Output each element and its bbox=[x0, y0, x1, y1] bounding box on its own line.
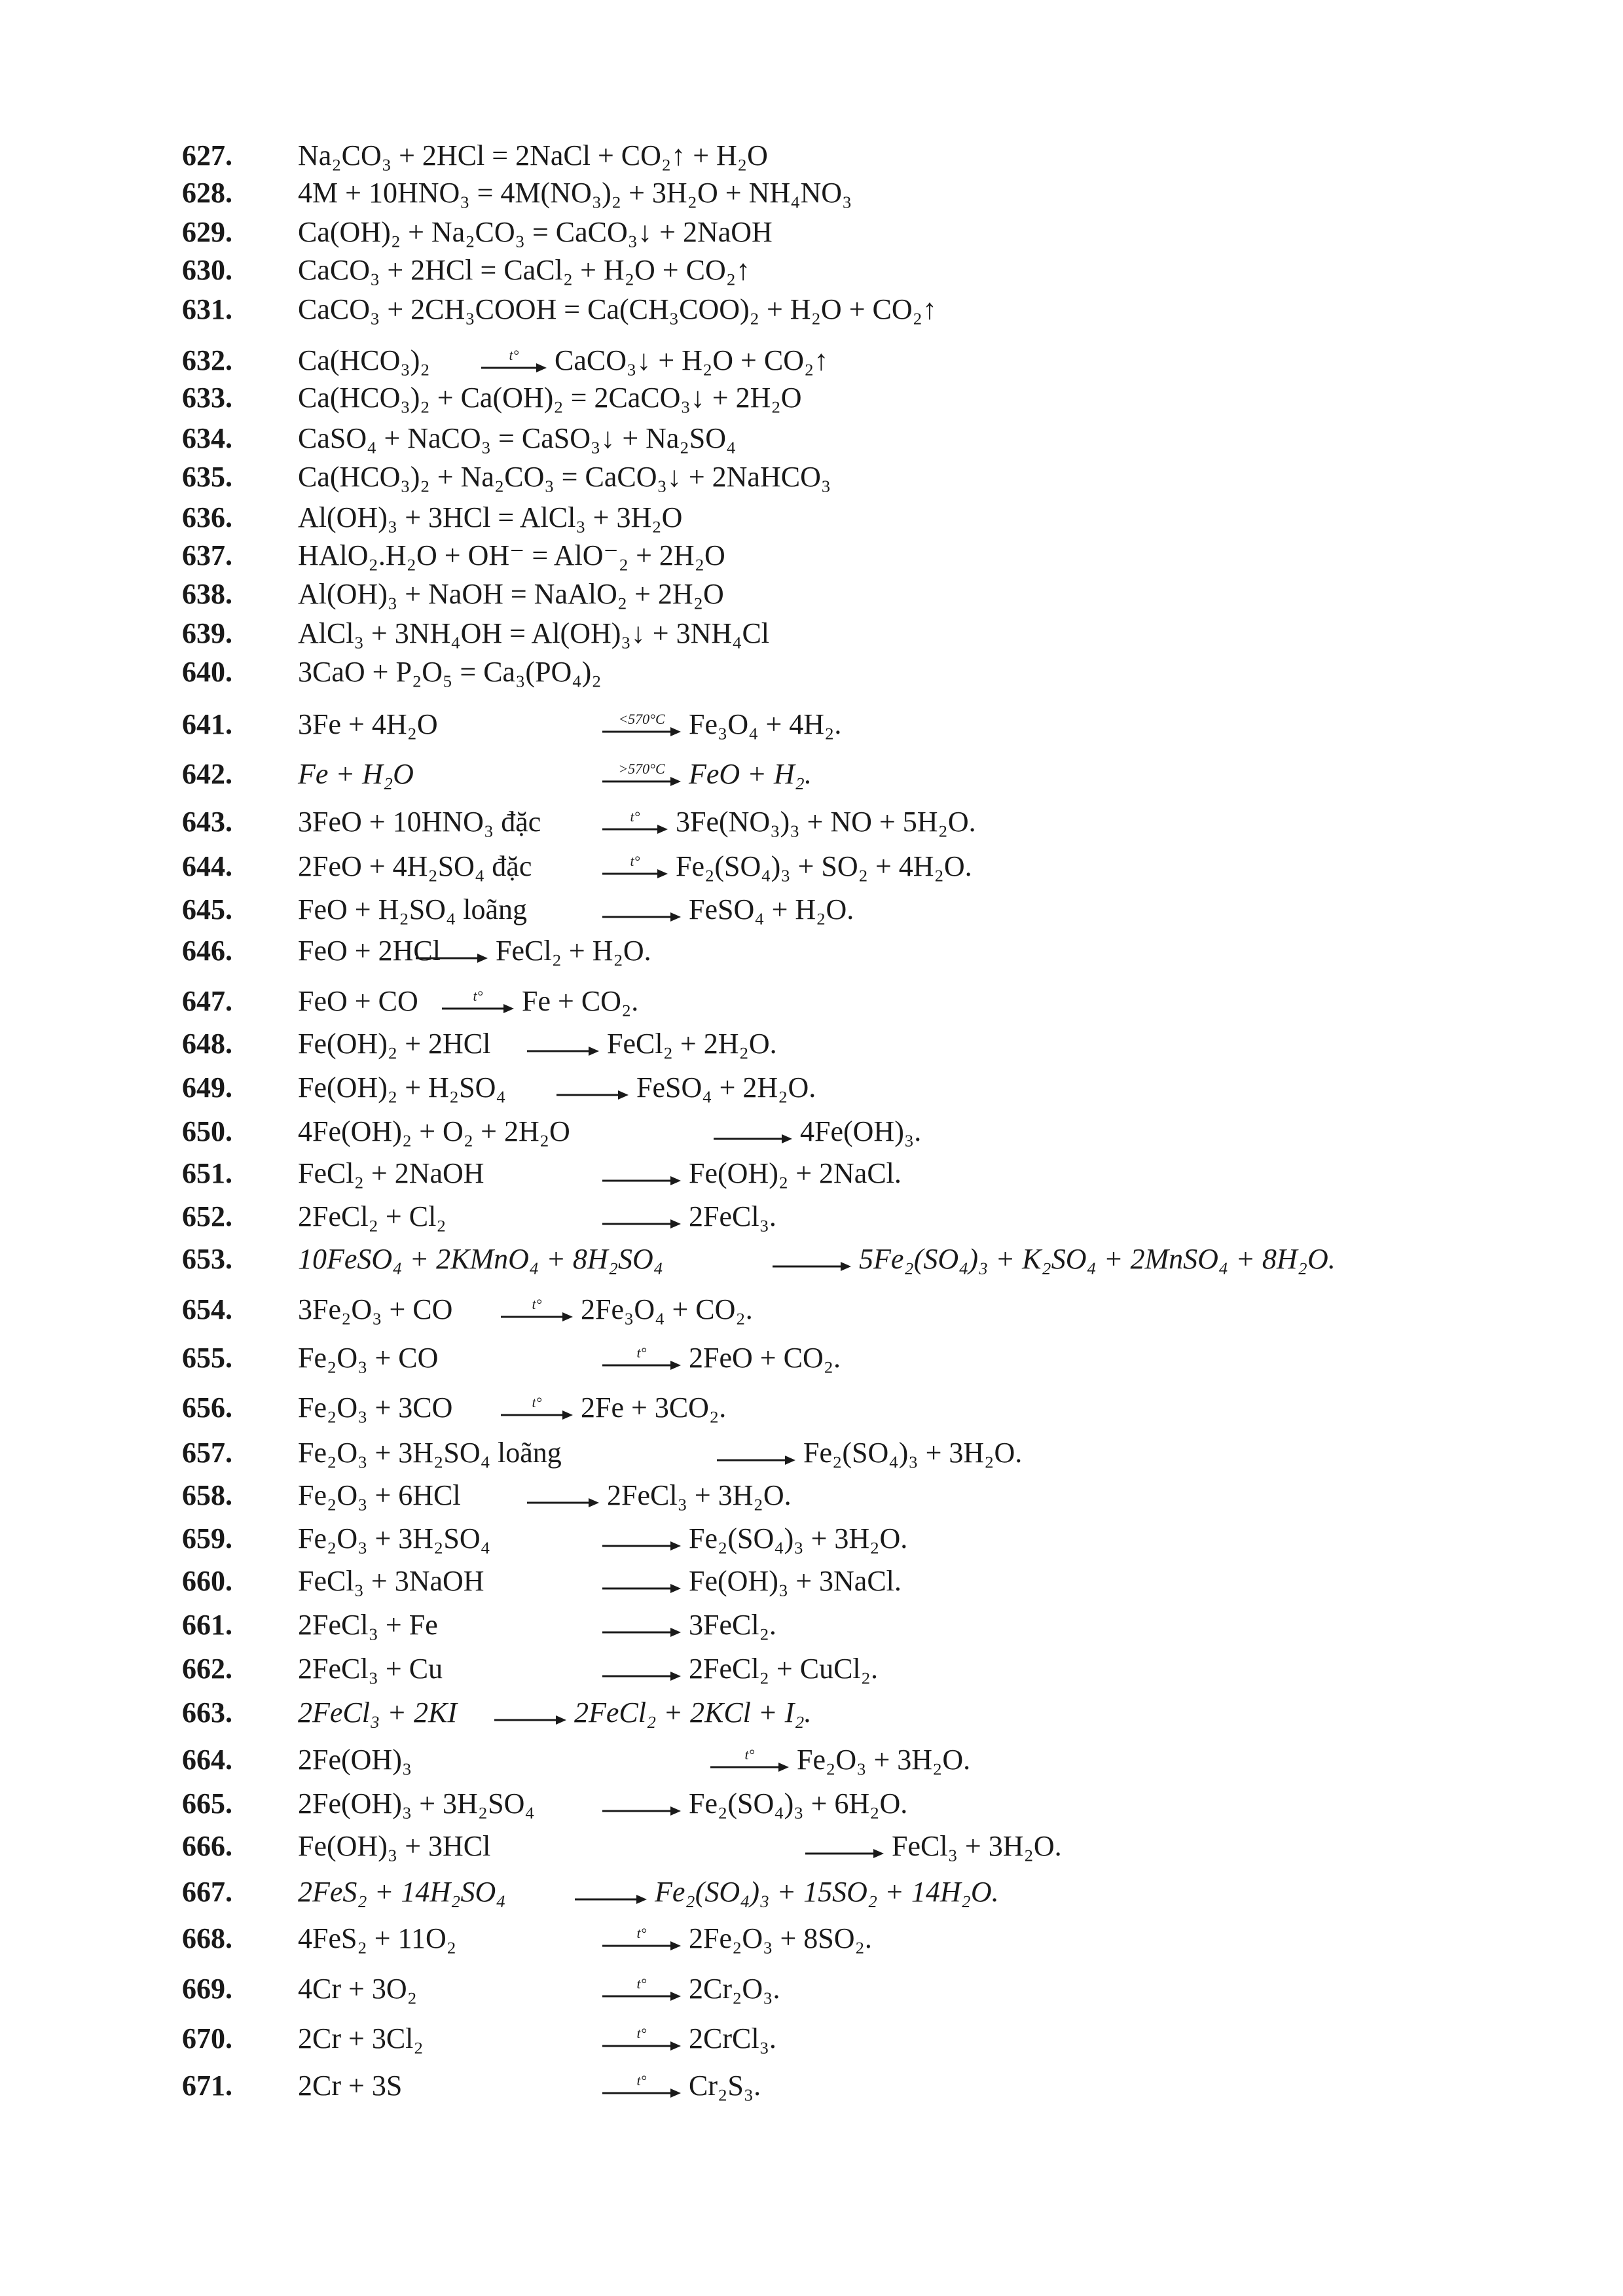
reaction-condition: t° bbox=[636, 1925, 647, 1941]
reaction-arrow-icon bbox=[416, 939, 488, 967]
reaction-arrow-icon bbox=[602, 1613, 681, 1641]
reaction-row bbox=[0, 1336, 1623, 1380]
reaction-number: 637. bbox=[182, 539, 232, 571]
reaction-products: 2FeCl₂ + 2KCl + I₂. bbox=[574, 1696, 812, 1729]
reaction-products: Fe₂(SO₄)₃ + SO₂ + 4H₂O. bbox=[676, 850, 972, 882]
reaction-reactants: CaCO₃ + 2CH₃COOH = Ca(CH₃COO)₂ + H₂O + CO₂↑ bbox=[298, 293, 937, 325]
reaction-products: 2FeCl₃ + 3H₂O. bbox=[607, 1479, 792, 1511]
reaction-row bbox=[0, 612, 1623, 655]
reaction-row bbox=[0, 496, 1623, 539]
reaction-reactants: 2FeCl₃ + Cu bbox=[298, 1653, 443, 1685]
reaction-arrow-icon bbox=[602, 1791, 681, 1820]
reaction-number: 663. bbox=[182, 1696, 232, 1729]
reaction-arrow-icon bbox=[602, 854, 668, 883]
reaction-arrow-icon bbox=[494, 1700, 566, 1729]
reaction-row bbox=[0, 1871, 1623, 1914]
reaction-arrow-icon bbox=[556, 1075, 629, 1104]
reaction-reactants: 2Fe(OH)₃ + 3H₂SO₄ bbox=[298, 1787, 535, 1820]
reaction-row bbox=[0, 288, 1623, 331]
reaction-products: 2FeCl₂ + CuCl₂. bbox=[689, 1653, 878, 1685]
reaction-number: 632. bbox=[182, 344, 232, 376]
reaction-reactants: Ca(HCO₃)₂ + Ca(OH)₂ = 2CaCO₃↓ + 2H₂O bbox=[298, 382, 802, 414]
reaction-products: Cr₂S₃. bbox=[689, 2070, 761, 2102]
reaction-row bbox=[0, 1782, 1623, 1825]
reaction-number: 645. bbox=[182, 893, 232, 925]
reaction-number: 657. bbox=[182, 1437, 232, 1469]
reaction-condition: t° bbox=[636, 2025, 647, 2041]
reaction-row bbox=[0, 1474, 1623, 1517]
reaction-products: CaCO₃↓ + H₂O + CO₂↑ bbox=[555, 344, 829, 376]
reaction-condition: t° bbox=[532, 1296, 542, 1312]
reaction-number: 640. bbox=[182, 656, 232, 688]
reaction-reactants: Ca(OH)₂ + Na₂CO₃ = CaCO₃↓ + 2NaOH bbox=[298, 216, 773, 248]
reaction-products: Fe₃O₄ + 4H₂. bbox=[689, 708, 842, 740]
reaction-row bbox=[0, 1825, 1623, 1868]
reaction-number: 652. bbox=[182, 1200, 232, 1232]
reaction-row bbox=[0, 534, 1623, 577]
reaction-condition: >570°C bbox=[618, 761, 665, 777]
reaction-number: 649. bbox=[182, 1071, 232, 1103]
reaction-arrow-icon bbox=[527, 1483, 599, 1512]
reaction-reactants: 4Fe(OH)₂ + O₂ + 2H₂O bbox=[298, 1115, 570, 1147]
reaction-row bbox=[0, 1967, 1623, 2011]
reaction-condition: t° bbox=[636, 2072, 647, 2089]
reaction-arrow-icon bbox=[602, 897, 681, 926]
reaction-number: 628. bbox=[182, 177, 232, 209]
reaction-row bbox=[0, 1022, 1623, 1066]
reaction-reactants: FeCl₃ + 3NaOH bbox=[298, 1565, 484, 1597]
reaction-arrow-icon bbox=[602, 2073, 681, 2102]
reaction-reactants: 3Fe + 4H₂O bbox=[298, 708, 438, 740]
reaction-products: 4Fe(OH)₃. bbox=[800, 1115, 922, 1147]
reaction-row bbox=[0, 171, 1623, 215]
reaction-reactants: 4FeS₂ + 11O₂ bbox=[298, 1922, 457, 1954]
reaction-number: 643. bbox=[182, 806, 232, 838]
reaction-reactants: Ca(HCO₃)₂ + Na₂CO₃ = CaCO₃↓ + 2NaHCO₃ bbox=[298, 461, 831, 493]
reaction-arrow-icon bbox=[602, 1204, 681, 1233]
reaction-products: Fe + CO₂. bbox=[522, 985, 639, 1017]
reaction-row bbox=[0, 703, 1623, 746]
reaction-reactants: Ca(HCO₃)₂ bbox=[298, 344, 430, 376]
reaction-products: 2Fe₂O₃ + 8SO₂. bbox=[689, 1922, 872, 1954]
reaction-row bbox=[0, 1110, 1623, 1153]
reaction-arrow-icon bbox=[481, 348, 547, 377]
reaction-number: 667. bbox=[182, 1876, 232, 1908]
reaction-reactants: FeCl₂ + 2NaOH bbox=[298, 1157, 484, 1189]
reaction-reactants: Fe₂O₃ + 3H₂SO₄ bbox=[298, 1522, 490, 1554]
reaction-number: 662. bbox=[182, 1653, 232, 1685]
reaction-arrow-icon bbox=[501, 1395, 573, 1424]
reaction-reactants: FeO + 2HCl bbox=[298, 935, 441, 967]
reaction-row bbox=[0, 2064, 1623, 2108]
reaction-arrow-icon bbox=[602, 1161, 681, 1190]
reaction-arrow-icon bbox=[575, 1880, 647, 1909]
reaction-number: 627. bbox=[182, 139, 232, 171]
reaction-number: 648. bbox=[182, 1028, 232, 1060]
reaction-row bbox=[0, 651, 1623, 694]
reaction-arrow-icon bbox=[805, 1834, 884, 1863]
reaction-products: Fe(OH)₂ + 2NaCl. bbox=[689, 1157, 902, 1189]
reaction-number: 629. bbox=[182, 216, 232, 248]
reaction-products: Fe(OH)₃ + 3NaCl. bbox=[689, 1565, 902, 1597]
reaction-number: 651. bbox=[182, 1157, 232, 1189]
reaction-arrow-icon bbox=[773, 1247, 851, 1276]
reaction-row bbox=[0, 1647, 1623, 1691]
reaction-row bbox=[0, 1431, 1623, 1475]
reaction-condition: t° bbox=[744, 1746, 755, 1763]
reaction-number: 653. bbox=[182, 1243, 232, 1275]
reaction-row bbox=[0, 1066, 1623, 1109]
reaction-number: 659. bbox=[182, 1522, 232, 1554]
reaction-products: Fe₂(SO₄)₃ + 3H₂O. bbox=[689, 1522, 908, 1554]
reaction-row bbox=[0, 376, 1623, 420]
reaction-row bbox=[0, 888, 1623, 931]
reaction-condition: t° bbox=[630, 808, 640, 825]
reaction-row bbox=[0, 1288, 1623, 1331]
reaction-arrow-icon bbox=[602, 1526, 681, 1555]
reaction-number: 660. bbox=[182, 1565, 232, 1597]
reaction-condition: t° bbox=[532, 1394, 542, 1410]
reaction-number: 650. bbox=[182, 1115, 232, 1147]
reaction-row bbox=[0, 1386, 1623, 1429]
reaction-row bbox=[0, 211, 1623, 254]
reaction-reactants: Fe + H₂O bbox=[298, 758, 414, 790]
reaction-row bbox=[0, 1917, 1623, 1960]
reaction-number: 644. bbox=[182, 850, 232, 882]
reaction-reactants: 2FeCl₃ + 2KI bbox=[298, 1696, 457, 1729]
reaction-reactants: HAlO₂.H₂O + OH⁻ = AlO⁻₂ + 2H₂O bbox=[298, 539, 725, 571]
reaction-condition: t° bbox=[630, 853, 640, 869]
reaction-reactants: 3Fe₂O₃ + CO bbox=[298, 1293, 453, 1325]
reaction-arrow-icon bbox=[602, 2026, 681, 2055]
reaction-reactants: 2Cr + 3S bbox=[298, 2070, 403, 2102]
reaction-number: 666. bbox=[182, 1830, 232, 1862]
reaction-number: 633. bbox=[182, 382, 232, 414]
reaction-number: 669. bbox=[182, 1973, 232, 2005]
reaction-row bbox=[0, 980, 1623, 1023]
reaction-reactants: 3FeO + 10HNO₃ đặc bbox=[298, 806, 541, 838]
reaction-arrow-icon bbox=[714, 1119, 792, 1148]
reaction-number: 661. bbox=[182, 1609, 232, 1641]
reaction-reactants: AlCl₃ + 3NH₄OH = Al(OH)₃↓ + 3NH₄Cl bbox=[298, 617, 770, 649]
reaction-number: 639. bbox=[182, 617, 232, 649]
reaction-row bbox=[0, 2017, 1623, 2060]
reaction-reactants: FeO + CO bbox=[298, 985, 418, 1017]
reaction-reactants: 2Fe(OH)₃ bbox=[298, 1744, 412, 1776]
reaction-arrow-icon bbox=[602, 762, 681, 791]
reaction-condition: t° bbox=[509, 347, 519, 363]
reaction-arrow-icon bbox=[527, 1031, 599, 1060]
reaction-condition: t° bbox=[636, 1344, 647, 1361]
reaction-row bbox=[0, 845, 1623, 888]
reaction-reactants: Fe(OH)₂ + H₂SO₄ bbox=[298, 1071, 506, 1103]
reaction-reactants: Fe₂O₃ + 3H₂SO₄ loãng bbox=[298, 1437, 562, 1469]
reaction-reactants: 2Cr + 3Cl₂ bbox=[298, 2022, 424, 2054]
reaction-row bbox=[0, 1195, 1623, 1238]
reaction-products: 2FeO + CO₂. bbox=[689, 1342, 841, 1374]
reaction-number: 646. bbox=[182, 935, 232, 967]
reaction-number: 664. bbox=[182, 1744, 232, 1776]
reaction-arrow-icon bbox=[710, 1748, 789, 1776]
reaction-arrow-icon bbox=[602, 810, 668, 838]
reaction-number: 656. bbox=[182, 1391, 232, 1424]
reaction-number: 636. bbox=[182, 501, 232, 533]
reaction-reactants: 2FeO + 4H₂SO₄ đặc bbox=[298, 850, 532, 882]
reaction-reactants: Al(OH)₃ + NaOH = NaAlO₂ + 2H₂O bbox=[298, 578, 724, 610]
reaction-row bbox=[0, 249, 1623, 292]
reaction-products: 2CrCl₃. bbox=[689, 2022, 776, 2054]
reaction-products: FeSO₄ + 2H₂O. bbox=[636, 1071, 816, 1103]
reaction-reactants: 2FeCl₃ + Fe bbox=[298, 1609, 438, 1641]
reaction-arrow-icon bbox=[501, 1297, 573, 1326]
reaction-arrow-icon bbox=[717, 1441, 795, 1469]
reaction-products: 2Fe + 3CO₂. bbox=[581, 1391, 727, 1424]
reaction-reactants: Na₂CO₃ + 2HCl = 2NaCl + CO₂↑ + H₂O bbox=[298, 139, 768, 171]
reaction-products: Fe₂O₃ + 3H₂O. bbox=[797, 1744, 971, 1776]
reaction-row bbox=[0, 1738, 1623, 1782]
reaction-reactants: 3CaO + P₂O₅ = Ca₃(PO₄)₂ bbox=[298, 656, 602, 688]
reaction-reactants: 4Cr + 3O₂ bbox=[298, 1973, 417, 2005]
reaction-row bbox=[0, 1604, 1623, 1647]
reaction-row bbox=[0, 1691, 1623, 1734]
reaction-number: 630. bbox=[182, 254, 232, 286]
reaction-row bbox=[0, 1238, 1623, 1281]
reaction-arrow-icon bbox=[602, 1569, 681, 1598]
reaction-row bbox=[0, 417, 1623, 460]
reaction-arrow-icon bbox=[602, 1657, 681, 1685]
reaction-number: 635. bbox=[182, 461, 232, 493]
reaction-products: Fe₂(SO₄)₃ + 6H₂O. bbox=[689, 1787, 908, 1820]
reaction-arrow-icon bbox=[602, 712, 681, 741]
reaction-products: Fe₂(SO₄)₃ + 15SO₂ + 14H₂O. bbox=[655, 1876, 999, 1908]
reaction-reactants: CaSO₄ + NaCO₃ = CaSO₃↓ + Na₂SO₄ bbox=[298, 422, 737, 454]
reaction-products: FeCl₃ + 3H₂O. bbox=[892, 1830, 1062, 1862]
reaction-reactants: 10FeSO₄ + 2KMnO₄ + 8H₂SO₄ bbox=[298, 1243, 664, 1275]
reaction-arrow-icon bbox=[442, 989, 514, 1018]
reaction-number: 634. bbox=[182, 422, 232, 454]
reaction-condition: t° bbox=[636, 1975, 647, 1992]
reaction-row bbox=[0, 573, 1623, 616]
reaction-number: 670. bbox=[182, 2022, 232, 2054]
reaction-products: 2FeCl₃. bbox=[689, 1200, 776, 1232]
reaction-reactants: 4M + 10HNO₃ = 4M(NO₃)₂ + 3H₂O + NH₄NO₃ bbox=[298, 177, 852, 209]
reaction-number: 658. bbox=[182, 1479, 232, 1511]
reaction-number: 655. bbox=[182, 1342, 232, 1374]
reaction-reactants: Al(OH)₃ + 3HCl = AlCl₃ + 3H₂O bbox=[298, 501, 683, 533]
reaction-row bbox=[0, 1517, 1623, 1560]
reaction-row bbox=[0, 1560, 1623, 1603]
reaction-products: 3FeCl₂. bbox=[689, 1609, 776, 1641]
reaction-products: 2Cr₂O₃. bbox=[689, 1973, 780, 2005]
reaction-row bbox=[0, 456, 1623, 499]
reaction-number: 631. bbox=[182, 293, 232, 325]
reaction-row bbox=[0, 753, 1623, 796]
reaction-number: 642. bbox=[182, 758, 232, 790]
reaction-number: 638. bbox=[182, 578, 232, 610]
reaction-reactants: Fe(OH)₃ + 3HCl bbox=[298, 1830, 491, 1862]
reaction-products: 2Fe₃O₄ + CO₂. bbox=[581, 1293, 753, 1325]
reaction-reactants: CaCO₃ + 2HCl = CaCl₂ + H₂O + CO₂↑ bbox=[298, 254, 751, 286]
reaction-reactants: Fe(OH)₂ + 2HCl bbox=[298, 1028, 491, 1060]
reaction-reactants: 2FeCl₂ + Cl₂ bbox=[298, 1200, 447, 1232]
reaction-products: Fe₂(SO₄)₃ + 3H₂O. bbox=[803, 1437, 1023, 1469]
reaction-products: FeCl₂ + H₂O. bbox=[496, 935, 651, 967]
reaction-reactants: 2FeS₂ + 14H₂SO₄ bbox=[298, 1876, 506, 1908]
reaction-products: FeCl₂ + 2H₂O. bbox=[607, 1028, 777, 1060]
reaction-condition: <570°C bbox=[618, 711, 665, 727]
reaction-row bbox=[0, 929, 1623, 973]
reaction-row bbox=[0, 800, 1623, 844]
reaction-arrow-icon bbox=[602, 1977, 681, 2005]
reaction-number: 647. bbox=[182, 985, 232, 1017]
reaction-number: 654. bbox=[182, 1293, 232, 1325]
reaction-row bbox=[0, 1152, 1623, 1195]
reaction-products: FeSO₄ + H₂O. bbox=[689, 893, 854, 925]
reaction-products: 3Fe(NO₃)₃ + NO + 5H₂O. bbox=[676, 806, 976, 838]
reaction-reactants: Fe₂O₃ + 3CO bbox=[298, 1391, 453, 1424]
reaction-condition: t° bbox=[473, 988, 483, 1004]
reaction-reactants: Fe₂O₃ + CO bbox=[298, 1342, 439, 1374]
reaction-number: 641. bbox=[182, 708, 232, 740]
reaction-arrow-icon bbox=[602, 1926, 681, 1955]
reaction-number: 668. bbox=[182, 1922, 232, 1954]
reaction-products: 5Fe₂(SO₄)₃ + K₂SO₄ + 2MnSO₄ + 8H₂O. bbox=[859, 1243, 1336, 1275]
reaction-arrow-icon bbox=[602, 1346, 681, 1374]
reaction-reactants: FeO + H₂SO₄ loãng bbox=[298, 893, 528, 925]
reaction-number: 665. bbox=[182, 1787, 232, 1820]
reaction-products: FeO + H₂. bbox=[689, 758, 812, 790]
reaction-reactants: Fe₂O₃ + 6HCl bbox=[298, 1479, 461, 1511]
reaction-number: 671. bbox=[182, 2070, 232, 2102]
